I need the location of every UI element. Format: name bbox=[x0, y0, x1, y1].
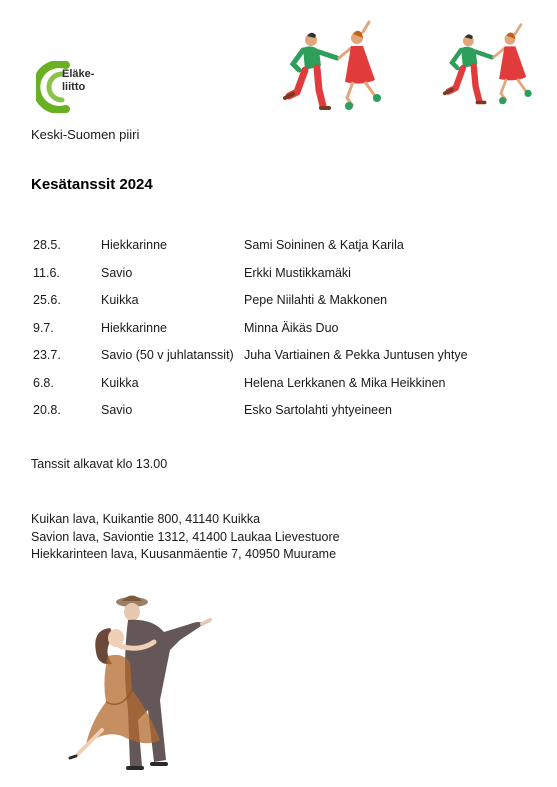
event-row bbox=[33, 266, 523, 294]
logo-line-2: liitto bbox=[62, 81, 86, 93]
event-row bbox=[33, 376, 523, 404]
event-date: 25.6. bbox=[33, 293, 61, 307]
tango-couple-icon bbox=[62, 590, 227, 780]
event-performers: Juha Vartiainen & Pekka Juntusen yhtye bbox=[244, 348, 468, 362]
event-row bbox=[33, 293, 523, 321]
event-date: 23.7. bbox=[33, 348, 61, 362]
dancing-couple-icon bbox=[283, 18, 388, 113]
event-performers: Sami Soininen & Katja Karila bbox=[244, 238, 404, 252]
event-performers: Minna Äikäs Duo bbox=[244, 320, 339, 335]
event-date: 28.5. bbox=[33, 238, 61, 252]
event-place: Savio bbox=[101, 265, 133, 280]
event-place: Hiekkarinne bbox=[101, 238, 168, 252]
venue-address: Kuikan lava, Kuikantie 800, 41140 Kuikka bbox=[31, 512, 261, 526]
event-place: Savio (50 v juhlatanssit) bbox=[101, 348, 234, 362]
event-performers: Esko Sartolahti yhtyeineen bbox=[244, 403, 393, 417]
event-place: Kuikka bbox=[101, 293, 139, 307]
page-title: Kesätanssit 2024 bbox=[31, 176, 153, 193]
event-schedule bbox=[33, 238, 523, 431]
event-date: 20.8. bbox=[33, 403, 61, 417]
venue-list bbox=[31, 511, 340, 564]
dancing-couple-icon bbox=[443, 18, 538, 110]
event-row bbox=[33, 238, 523, 266]
event-place: Savio bbox=[101, 403, 133, 417]
event-date: 11.6. bbox=[33, 265, 60, 280]
event-date: 6.8. bbox=[33, 375, 54, 390]
organization-name: Keski-Suomen piiri bbox=[31, 127, 140, 142]
event-row bbox=[33, 403, 523, 431]
event-performers: Pepe Niilahti & Makkonen bbox=[244, 293, 388, 307]
event-performers: Helena Lerkkanen & Mika Heikkinen bbox=[244, 375, 446, 390]
event-row bbox=[33, 348, 523, 376]
venue-address: Savion lava, Saviontie 1312, 41400 Laukaa Lievestuore bbox=[31, 529, 340, 544]
event-place: Kuikka bbox=[101, 375, 139, 390]
logo-text bbox=[62, 68, 98, 94]
event-place: Hiekkarinne bbox=[101, 320, 168, 335]
logo-line-1: Eläke- bbox=[62, 68, 95, 80]
venue-address: Hiekkarinteen lava, Kuusanmäentie 7, 40950 Muurame bbox=[31, 547, 337, 561]
start-time-note: Tanssit alkavat klo 13.00 bbox=[31, 457, 168, 471]
event-performers: Erkki Mustikkamäki bbox=[244, 265, 351, 280]
event-date: 9.7. bbox=[33, 320, 54, 335]
event-row bbox=[33, 321, 523, 349]
